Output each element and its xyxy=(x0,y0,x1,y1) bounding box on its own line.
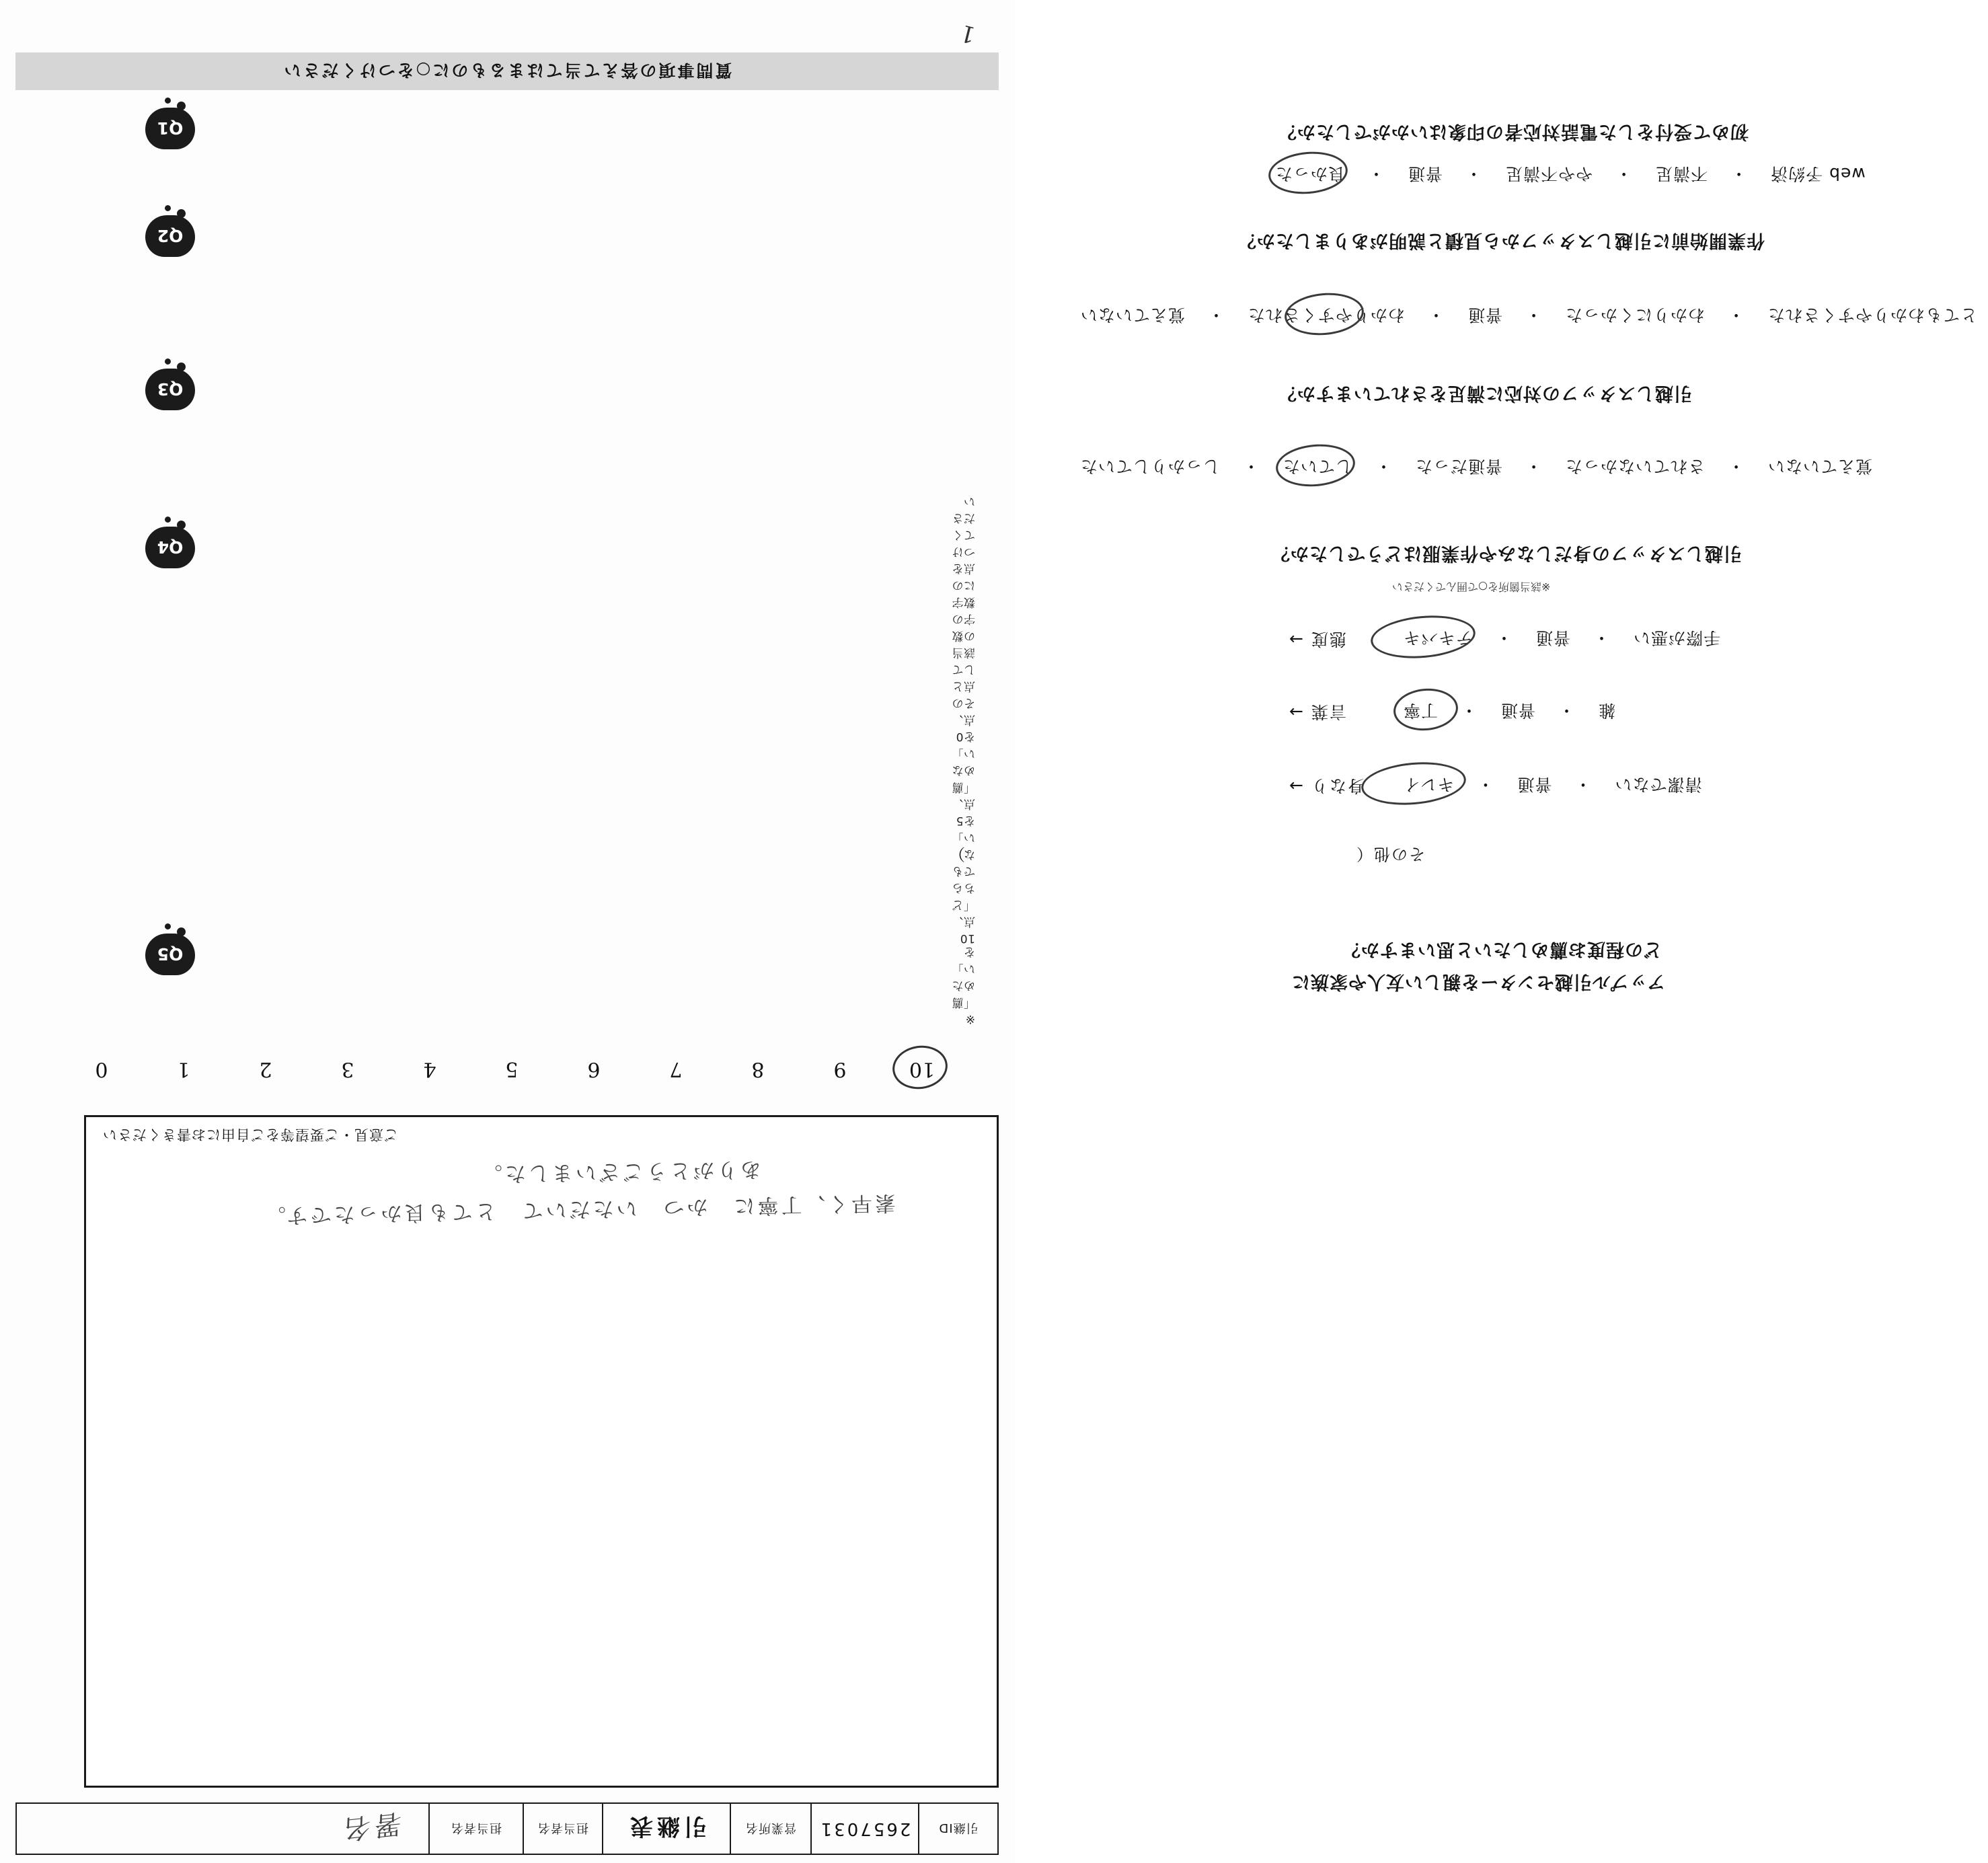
q2-question: 作業開始前に引越しスタッフから見積と説明がありましたか？ xyxy=(1237,230,1765,251)
q4-other-close: ） xyxy=(948,845,965,864)
q1-options[interactable] xyxy=(1264,161,1876,188)
free-comment-label: ご意見・ご要望等をご自由にお書きください xyxy=(102,1127,398,1143)
q3-option-sarete-inai[interactable]: されていなかった xyxy=(1565,457,1706,476)
q5-scale-9[interactable]: 9 xyxy=(833,1057,847,1081)
header-title-value: 引継表 xyxy=(602,1804,730,1854)
q5-scale-8[interactable]: 8 xyxy=(751,1057,765,1081)
q4-row-2-option-tekipaki-selected[interactable]: テキパキ xyxy=(1392,625,1484,652)
q5-question-line-1: アップル引越センターを親しい友人や家族に xyxy=(1291,971,1665,992)
q3-option-shikkari[interactable]: しっかりしていた xyxy=(1080,457,1221,476)
q4-row-0-sep-1: ・ xyxy=(1477,775,1494,794)
q2-sep-3: ・ xyxy=(1525,305,1543,325)
q4-row-2-label: 態度 → xyxy=(1288,630,1346,649)
q3-sep-3: ・ xyxy=(1525,457,1543,476)
q5-scale-10-selected[interactable]: 10 xyxy=(881,1058,963,1081)
q4-row-1-sep-2: ・ xyxy=(1558,701,1576,720)
q4-row-1-label: 言葉 → xyxy=(1288,702,1346,722)
q1-option-yaya-fuman[interactable]: やや不満足 xyxy=(1505,164,1593,184)
signature-field xyxy=(17,1804,428,1854)
q4-row-1-option-futsuu[interactable]: 普通 xyxy=(1500,701,1536,720)
header-id-label: 引継ID xyxy=(918,1804,997,1854)
header-dept-value: 担当者名 xyxy=(428,1804,523,1854)
q3-sep-1: ・ xyxy=(1243,457,1260,476)
q4-row-2-option-slow[interactable]: 手際が悪い xyxy=(1633,628,1721,648)
q4-row-2-option-futsuu[interactable]: 普通 xyxy=(1535,628,1571,648)
q5-scale-row[interactable] xyxy=(61,1049,975,1090)
q4-question: 引越しスタッフの身だしなみや作業服はどうでしたか？ xyxy=(1271,543,1742,564)
q5-scale-6[interactable]: 6 xyxy=(587,1057,601,1081)
q4-row-1-options[interactable] xyxy=(1392,698,1626,725)
q1-option-yokatta-selected[interactable]: 良かった xyxy=(1264,161,1356,188)
q2-option-oboete-inai[interactable]: 覚えていない xyxy=(1080,305,1186,325)
free-comment-box[interactable] xyxy=(84,1115,999,1788)
q1-sep-3: ・ xyxy=(1615,164,1633,184)
q3-option-futsuu[interactable]: 普通だった xyxy=(1415,457,1503,476)
header-dept-label: 担当者名 xyxy=(523,1804,602,1854)
q4-row-0-label: 身なり → xyxy=(1288,776,1365,796)
q5-scale-7[interactable]: 7 xyxy=(669,1057,683,1081)
free-comment-handwriting-line-2: ありがとうございました。 xyxy=(478,1157,762,1186)
q4-row-1-sep-1: ・ xyxy=(1461,701,1478,720)
q4-row-2-sep-1: ・ xyxy=(1496,628,1513,648)
q5-scale-1[interactable]: 1 xyxy=(177,1057,190,1081)
q2-options[interactable] xyxy=(1069,303,1988,330)
q2-sep-1: ・ xyxy=(1208,305,1225,325)
q2-sep-4: ・ xyxy=(1728,305,1745,325)
q4-row-0-options[interactable] xyxy=(1392,772,1713,799)
q4-badge: Q4 xyxy=(145,527,195,568)
q4-row-1-option-zatsu[interactable]: 雑 xyxy=(1598,701,1616,720)
page-mark: 1 xyxy=(957,18,979,49)
q2-badge: Q2 xyxy=(145,215,195,257)
q4-row-2-sep-2: ・ xyxy=(1593,628,1611,648)
q2-option-wakarinikui[interactable]: わかりにくかった xyxy=(1565,305,1706,325)
q4-row-1-option-teinei-selected[interactable]: 丁寧 xyxy=(1392,698,1449,725)
q4-row-2-options[interactable] xyxy=(1392,625,1731,652)
q4-other-label: その他（ xyxy=(1355,845,1425,864)
signature-handwriting: 署名 xyxy=(339,1807,402,1846)
q1-option-web[interactable]: web 予約済 xyxy=(1770,164,1866,184)
q3-badge: Q3 xyxy=(145,369,195,410)
q3-question: 引越しスタッフの対応に満足をされていますか？ xyxy=(1278,383,1692,404)
q4-row-0-option-kirei-selected[interactable]: キレイ xyxy=(1392,772,1465,799)
q5-scale-5[interactable]: 5 xyxy=(505,1057,519,1081)
q3-sep-2: ・ xyxy=(1375,457,1393,476)
q5-scale-4[interactable]: 4 xyxy=(423,1057,436,1081)
q2-option-wakariyasuku-selected[interactable]: わかりやすくされた xyxy=(1237,303,1416,330)
q1-option-futsuu[interactable]: 普通 xyxy=(1408,164,1443,184)
free-comment-handwriting-line-1: 素早く、丁寧に かつ いただいて とても良かったです。 xyxy=(262,1190,896,1228)
q1-option-fuman[interactable]: 不満足 xyxy=(1655,164,1708,184)
instruction-banner: 質問事項の答えて当てはまるものに○をつけください xyxy=(15,52,999,90)
q5-badge: Q5 xyxy=(145,934,195,975)
header-agency-label: 営業所名 xyxy=(730,1804,810,1854)
q1-badge: Q1 xyxy=(145,108,195,149)
q5-question-line-2: どの程度お薦めしたいと思いますか？ xyxy=(1342,939,1662,960)
q2-sep-2: ・ xyxy=(1428,305,1445,325)
header-id-value: 2657031 xyxy=(810,1804,918,1854)
q5-scale-2[interactable]: 2 xyxy=(259,1057,272,1081)
q1-question: 初めて受付をした電話対応者の印象はいかがでしたか？ xyxy=(1278,121,1749,142)
q1-sep-1: ・ xyxy=(1368,164,1385,184)
q1-sep-2: ・ xyxy=(1465,164,1483,184)
q2-option-totemo-wakariyasuku[interactable]: とてもわかりやすくされた xyxy=(1767,305,1978,325)
q5-scale-0[interactable]: 0 xyxy=(95,1057,108,1081)
header-strip xyxy=(15,1802,999,1855)
q4-row-0-sep-2: ・ xyxy=(1574,775,1592,794)
q5-scale-3[interactable]: 3 xyxy=(341,1057,354,1081)
q1-sep-4: ・ xyxy=(1730,164,1748,184)
q3-options[interactable] xyxy=(1069,454,1883,481)
q5-note: ※「薦めたい」を10点、「どちらでもない」を5点、「薦めない」を0点、その点として該当の数字の数字にの点をつけてください xyxy=(952,494,975,1026)
q4-row-0-option-not-clean[interactable]: 清潔でない xyxy=(1614,775,1702,794)
q2-option-futsuu[interactable]: 普通 xyxy=(1467,305,1503,325)
q3-option-shiteita-selected[interactable]: していた xyxy=(1272,454,1363,481)
q4-row-0-option-futsuu[interactable]: 普通 xyxy=(1517,775,1552,794)
q3-option-oboete-inai[interactable]: 覚えていない xyxy=(1767,457,1873,476)
q4-note: ※該当箇所を○で囲んでください xyxy=(1392,580,1551,593)
q3-sep-4: ・ xyxy=(1728,457,1745,476)
